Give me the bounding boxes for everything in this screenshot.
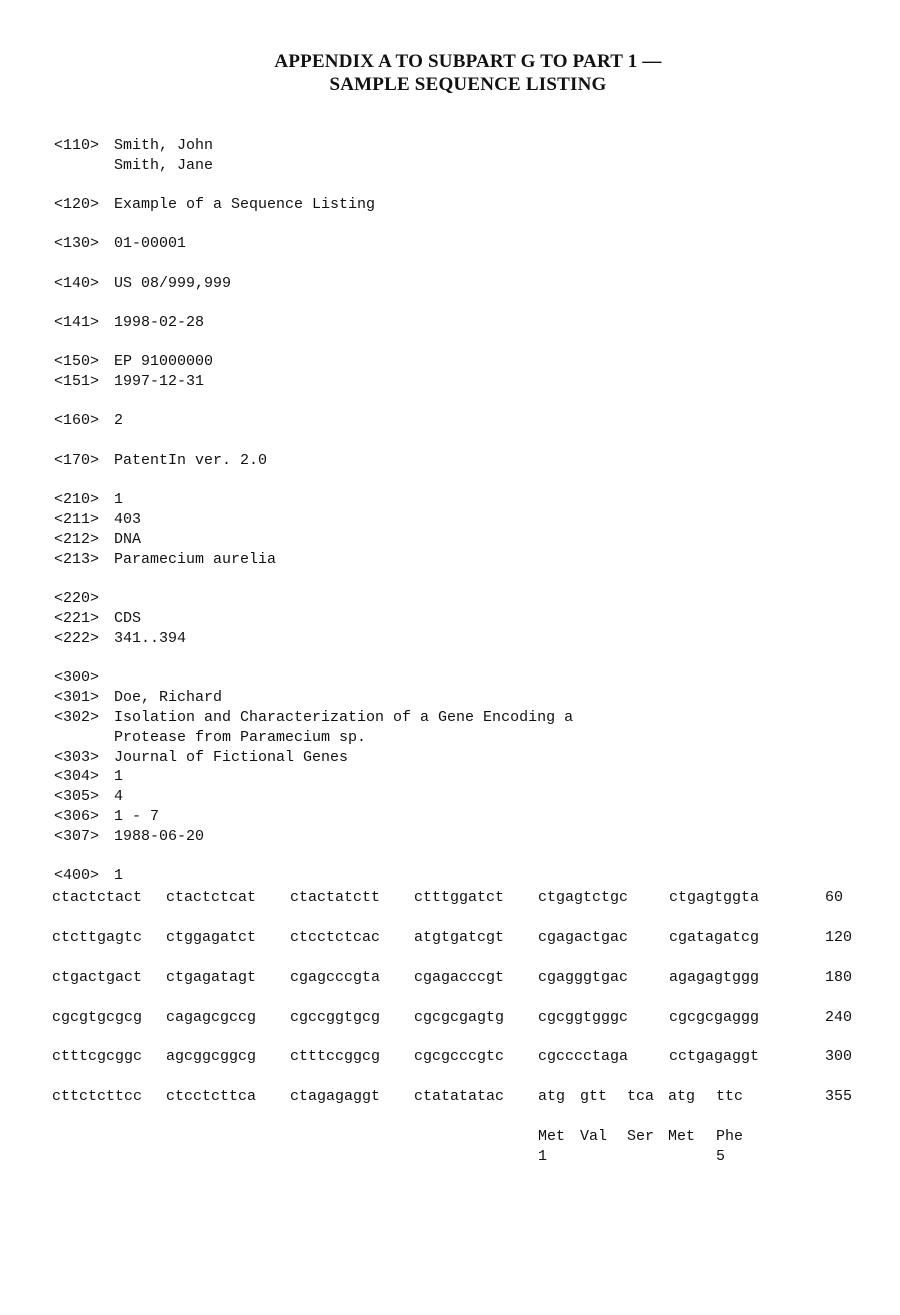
- sequence-row: [52, 1087, 872, 1106]
- sequence-group: atgtgatcgt: [414, 929, 505, 946]
- entry-value: DNA: [114, 531, 142, 548]
- entry-303: [54, 748, 348, 767]
- entry-tag: <120>: [54, 196, 100, 213]
- amino-acid: Met: [538, 1128, 566, 1145]
- sequence-position: 60: [825, 889, 844, 906]
- entry-120: [54, 195, 375, 214]
- entry-value: Doe, Richard: [114, 689, 223, 706]
- entry-tag: <160>: [54, 412, 100, 429]
- entry-170: [54, 451, 267, 470]
- entry-160: [54, 411, 123, 430]
- entry-222: [54, 629, 186, 648]
- sequence-group: cttctcttcc: [52, 1088, 143, 1105]
- entry-tag: <306>: [54, 808, 100, 825]
- sequence-group: ctgactgact: [52, 969, 143, 986]
- sequence-group: cagagcgccg: [166, 1009, 257, 1026]
- entry-tag: <221>: [54, 610, 100, 627]
- entry-value: EP 91000000: [114, 353, 214, 370]
- entry-110-continuation: Smith, Jane: [114, 157, 214, 174]
- sequence-group: ctagagaggt: [290, 1088, 381, 1105]
- sequence-group: ctcctcttca: [166, 1088, 257, 1105]
- entry-tag: <300>: [54, 669, 100, 686]
- sequence-group: cgcgcgaggg: [669, 1009, 760, 1026]
- entry-tag: <140>: [54, 275, 100, 292]
- sequence-group: ctgagatagt: [166, 969, 257, 986]
- entry-150: [54, 352, 213, 371]
- sequence-group: ctatatatac: [414, 1088, 505, 1105]
- sequence-row: [52, 968, 872, 987]
- sequence-position: 355: [825, 1088, 853, 1105]
- sequence-group: agcggcggcg: [166, 1048, 257, 1065]
- entry-tag: <130>: [54, 235, 100, 252]
- page-title-line-2: SAMPLE SEQUENCE LISTING: [329, 74, 607, 95]
- entry-value: 1997-12-31: [114, 373, 205, 390]
- entry-value: 1: [114, 491, 124, 508]
- sequence-group: ctcctctcac: [290, 929, 381, 946]
- sequence-group: ctgagtctgc: [538, 889, 629, 906]
- entry-value: 403: [114, 511, 142, 528]
- entry-211: [54, 510, 141, 529]
- entry-tag: <150>: [54, 353, 100, 370]
- sequence-row: [52, 1047, 872, 1066]
- entry-tag: <170>: [54, 452, 100, 469]
- entry-tag: <303>: [54, 749, 100, 766]
- sequence-group: cgcggtgggc: [538, 1009, 629, 1026]
- entry-value: CDS: [114, 610, 142, 627]
- codon: tca: [627, 1088, 655, 1105]
- sequence-position: 240: [825, 1009, 853, 1026]
- sequence-group: cgcgcgagtg: [414, 1009, 505, 1026]
- entry-300: [54, 668, 114, 687]
- sequence-row: [52, 1008, 872, 1027]
- sequence-group: cgccggtgcg: [290, 1009, 381, 1026]
- sequence-row: [52, 888, 872, 907]
- entry-302: [54, 708, 573, 727]
- entry-213: [54, 550, 276, 569]
- entry-value: Isolation and Characterization of a Gene Encoding a: [114, 709, 574, 726]
- entry-307: [54, 827, 204, 846]
- entry-value: 1998-02-28: [114, 314, 205, 331]
- entry-value: 1: [114, 867, 124, 884]
- entry-tag: <213>: [54, 551, 100, 568]
- entry-tag: <212>: [54, 531, 100, 548]
- entry-tag: <301>: [54, 689, 100, 706]
- sequence-group: agagagtggg: [669, 969, 760, 986]
- residue-number: 5: [716, 1148, 726, 1165]
- amino-acid: Val: [580, 1128, 608, 1145]
- residue-number: 1: [538, 1148, 548, 1165]
- amino-acid: Ser: [627, 1128, 655, 1145]
- entry-tag: <210>: [54, 491, 100, 508]
- entry-151: [54, 372, 204, 391]
- sequence-group: ctactctact: [52, 889, 143, 906]
- entry-301: [54, 688, 222, 707]
- entry-140: [54, 274, 231, 293]
- entry-306: [54, 807, 159, 826]
- entry-value: US 08/999,999: [114, 275, 232, 292]
- entry-value: 4: [114, 788, 124, 805]
- entry-tag: <304>: [54, 768, 100, 785]
- entry-305: [54, 787, 123, 806]
- sequence-group: ctactctcat: [166, 889, 257, 906]
- entry-tag: <222>: [54, 630, 100, 647]
- sequence-group: cgagcccgta: [290, 969, 381, 986]
- entry-value: PatentIn ver. 2.0: [114, 452, 268, 469]
- entry-tag: <151>: [54, 373, 100, 390]
- entry-value: Example of a Sequence Listing: [114, 196, 376, 213]
- sequence-position: 120: [825, 929, 853, 946]
- codon: atg: [538, 1088, 566, 1105]
- entry-tag: <110>: [54, 137, 100, 154]
- entry-value: 1 - 7: [114, 808, 160, 825]
- entry-110: [54, 136, 213, 155]
- entry-304: [54, 767, 123, 786]
- sequence-row: [52, 928, 872, 947]
- entry-value: 341..394: [114, 630, 187, 647]
- sequence-group: cgatagatcg: [669, 929, 760, 946]
- sequence-group: cgcgtgcgcg: [52, 1009, 143, 1026]
- sequence-group: cgagggtgac: [538, 969, 629, 986]
- sequence-group: cgcccctaga: [538, 1048, 629, 1065]
- entry-210: [54, 490, 123, 509]
- codon: gtt: [580, 1088, 608, 1105]
- entry-value: Journal of Fictional Genes: [114, 749, 349, 766]
- entry-400: [54, 866, 123, 885]
- entry-221: [54, 609, 141, 628]
- codon: atg: [668, 1088, 696, 1105]
- sequence-group: cgcgcccgtc: [414, 1048, 505, 1065]
- entry-212: [54, 530, 141, 549]
- sequence-group: ctttcgcggc: [52, 1048, 143, 1065]
- entry-141: [54, 313, 204, 332]
- entry-value: 1988-06-20: [114, 828, 205, 845]
- entry-tag: <305>: [54, 788, 100, 805]
- entry-tag: <141>: [54, 314, 100, 331]
- entry-tag: <400>: [54, 867, 100, 884]
- sequence-group: ctgagtggta: [669, 889, 760, 906]
- sequence-position: 300: [825, 1048, 853, 1065]
- residue-number-row: [52, 1147, 872, 1166]
- entry-value: 1: [114, 768, 124, 785]
- entry-value: 2: [114, 412, 124, 429]
- sequence-group: ctttccggcg: [290, 1048, 381, 1065]
- entry-302-continuation: Protease from Paramecium sp.: [114, 729, 367, 746]
- entry-tag: <211>: [54, 511, 100, 528]
- codon: ttc: [716, 1088, 744, 1105]
- entry-value: Smith, John: [114, 137, 214, 154]
- sequence-group: ctggagatct: [166, 929, 257, 946]
- sequence-group: ctcttgagtc: [52, 929, 143, 946]
- sequence-group: cgagacccgt: [414, 969, 505, 986]
- amino-acid: Phe: [716, 1128, 744, 1145]
- entry-tag: <220>: [54, 590, 100, 607]
- sequence-group: ctactatctt: [290, 889, 381, 906]
- entry-tag: <307>: [54, 828, 100, 845]
- sequence-group: cgagactgac: [538, 929, 629, 946]
- sequence-group: cctgagaggt: [669, 1048, 760, 1065]
- page-title-line-1: APPENDIX A TO SUBPART G TO PART 1 —: [274, 51, 662, 72]
- entry-130: [54, 234, 186, 253]
- entry-tag: <302>: [54, 709, 100, 726]
- entry-value: Paramecium aurelia: [114, 551, 277, 568]
- amino-acid-row: [52, 1127, 872, 1146]
- entry-220: [54, 589, 114, 608]
- sequence-group: ctttggatct: [414, 889, 505, 906]
- amino-acid: Met: [668, 1128, 696, 1145]
- entry-value: 01-00001: [114, 235, 187, 252]
- sequence-position: 180: [825, 969, 853, 986]
